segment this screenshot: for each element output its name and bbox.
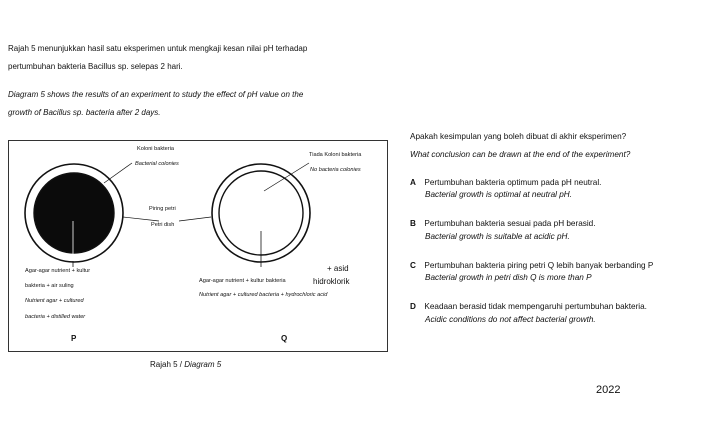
option-a-english: Bacterial growth is optimal at neutral pH. [425,190,572,199]
dish-p-contents-english-2: bacteria + distilled water [25,314,86,320]
petri-dish-label-english: Petri dish [151,222,175,228]
diagram-caption [150,360,221,369]
experiment-diagram [8,140,388,352]
option-a-letter: A [410,178,416,187]
option-b-malay: Pertumbuhan bakteria sesuai pada pH berasid. [424,219,596,228]
option-d-english: Acidic conditions do not affect bacterial growth. [425,315,596,324]
option-b[interactable] [410,213,596,231]
petri-dish-label-malay: Piring petri [149,206,176,212]
dish-q-contents-english: Nutrient agar + cultured bacteria + hydrochloric acid [199,292,328,298]
dish-q-contents-malay: Agar-agar nutrient + kultur bakteria [199,278,286,284]
option-a-malay: Pertumbuhan bakteria optimum pada pH neutral. [424,178,602,187]
no-colonies-label-malay: Tiada Koloni bakteria [309,152,362,158]
dish-q-acid-malay-1: + asid [327,264,349,273]
intro-english-line-1: Diagram 5 shows the results of an experiment to study the effect of pH value on the [8,90,304,99]
option-b-letter: B [410,219,416,228]
question-malay: Apakah kesimpulan yang boleh dibuat di akhir eksperimen? [410,132,627,141]
caption-english: Diagram 5 [184,360,222,369]
petri-dish-p-colonies [34,173,114,253]
option-d[interactable] [410,296,647,314]
dish-p-contents-english-1: Nutrient agar + cultured [25,298,84,304]
exam-year: 2022 [596,384,621,396]
colonies-label-malay: Koloni bakteria [137,146,175,152]
option-c-english: Bacterial growth in petri dish Q is more than P [425,273,592,282]
intro-malay-line-2: pertumbuhan bakteria Bacillus sp. selepas 2 hari. [8,62,183,71]
intro-malay-line-1: Rajah 5 menunjukkan hasil satu eksperimen untuk mengkaji kesan nilai pH terhadap [8,44,308,53]
intro-english-line-2: growth of Bacillus sp. bacteria after 2 days. [8,108,161,117]
dish-q-acid-malay-2: hidroklorik [313,277,350,286]
option-d-malay: Keadaan berasid tidak mempengaruhi pertumbuhan bakteria. [424,302,647,311]
option-c[interactable] [410,255,653,273]
question-english: What conclusion can be drawn at the end of the experiment? [410,150,631,159]
dish-p-contents-malay-2: bakteria + air suling [25,283,74,289]
option-c-malay: Pertumbuhan bakteria piring petri Q lebih banyak berbanding P [424,261,654,270]
dish-q-label: Q [281,334,288,343]
option-a[interactable] [410,172,601,190]
option-b-english: Bacterial growth is suitable at acidic pH. [425,232,570,241]
colonies-label-english: Bacterial colonies [135,161,179,167]
option-c-letter: C [410,261,416,270]
no-colonies-label-english: No bacteria colonies [310,167,361,173]
caption-malay: Rajah 5 / [150,360,185,369]
option-d-letter: D [410,302,416,311]
dish-p-label: P [71,334,77,343]
dish-p-contents-malay-1: Agar-agar nutrient + kultur [25,268,91,274]
